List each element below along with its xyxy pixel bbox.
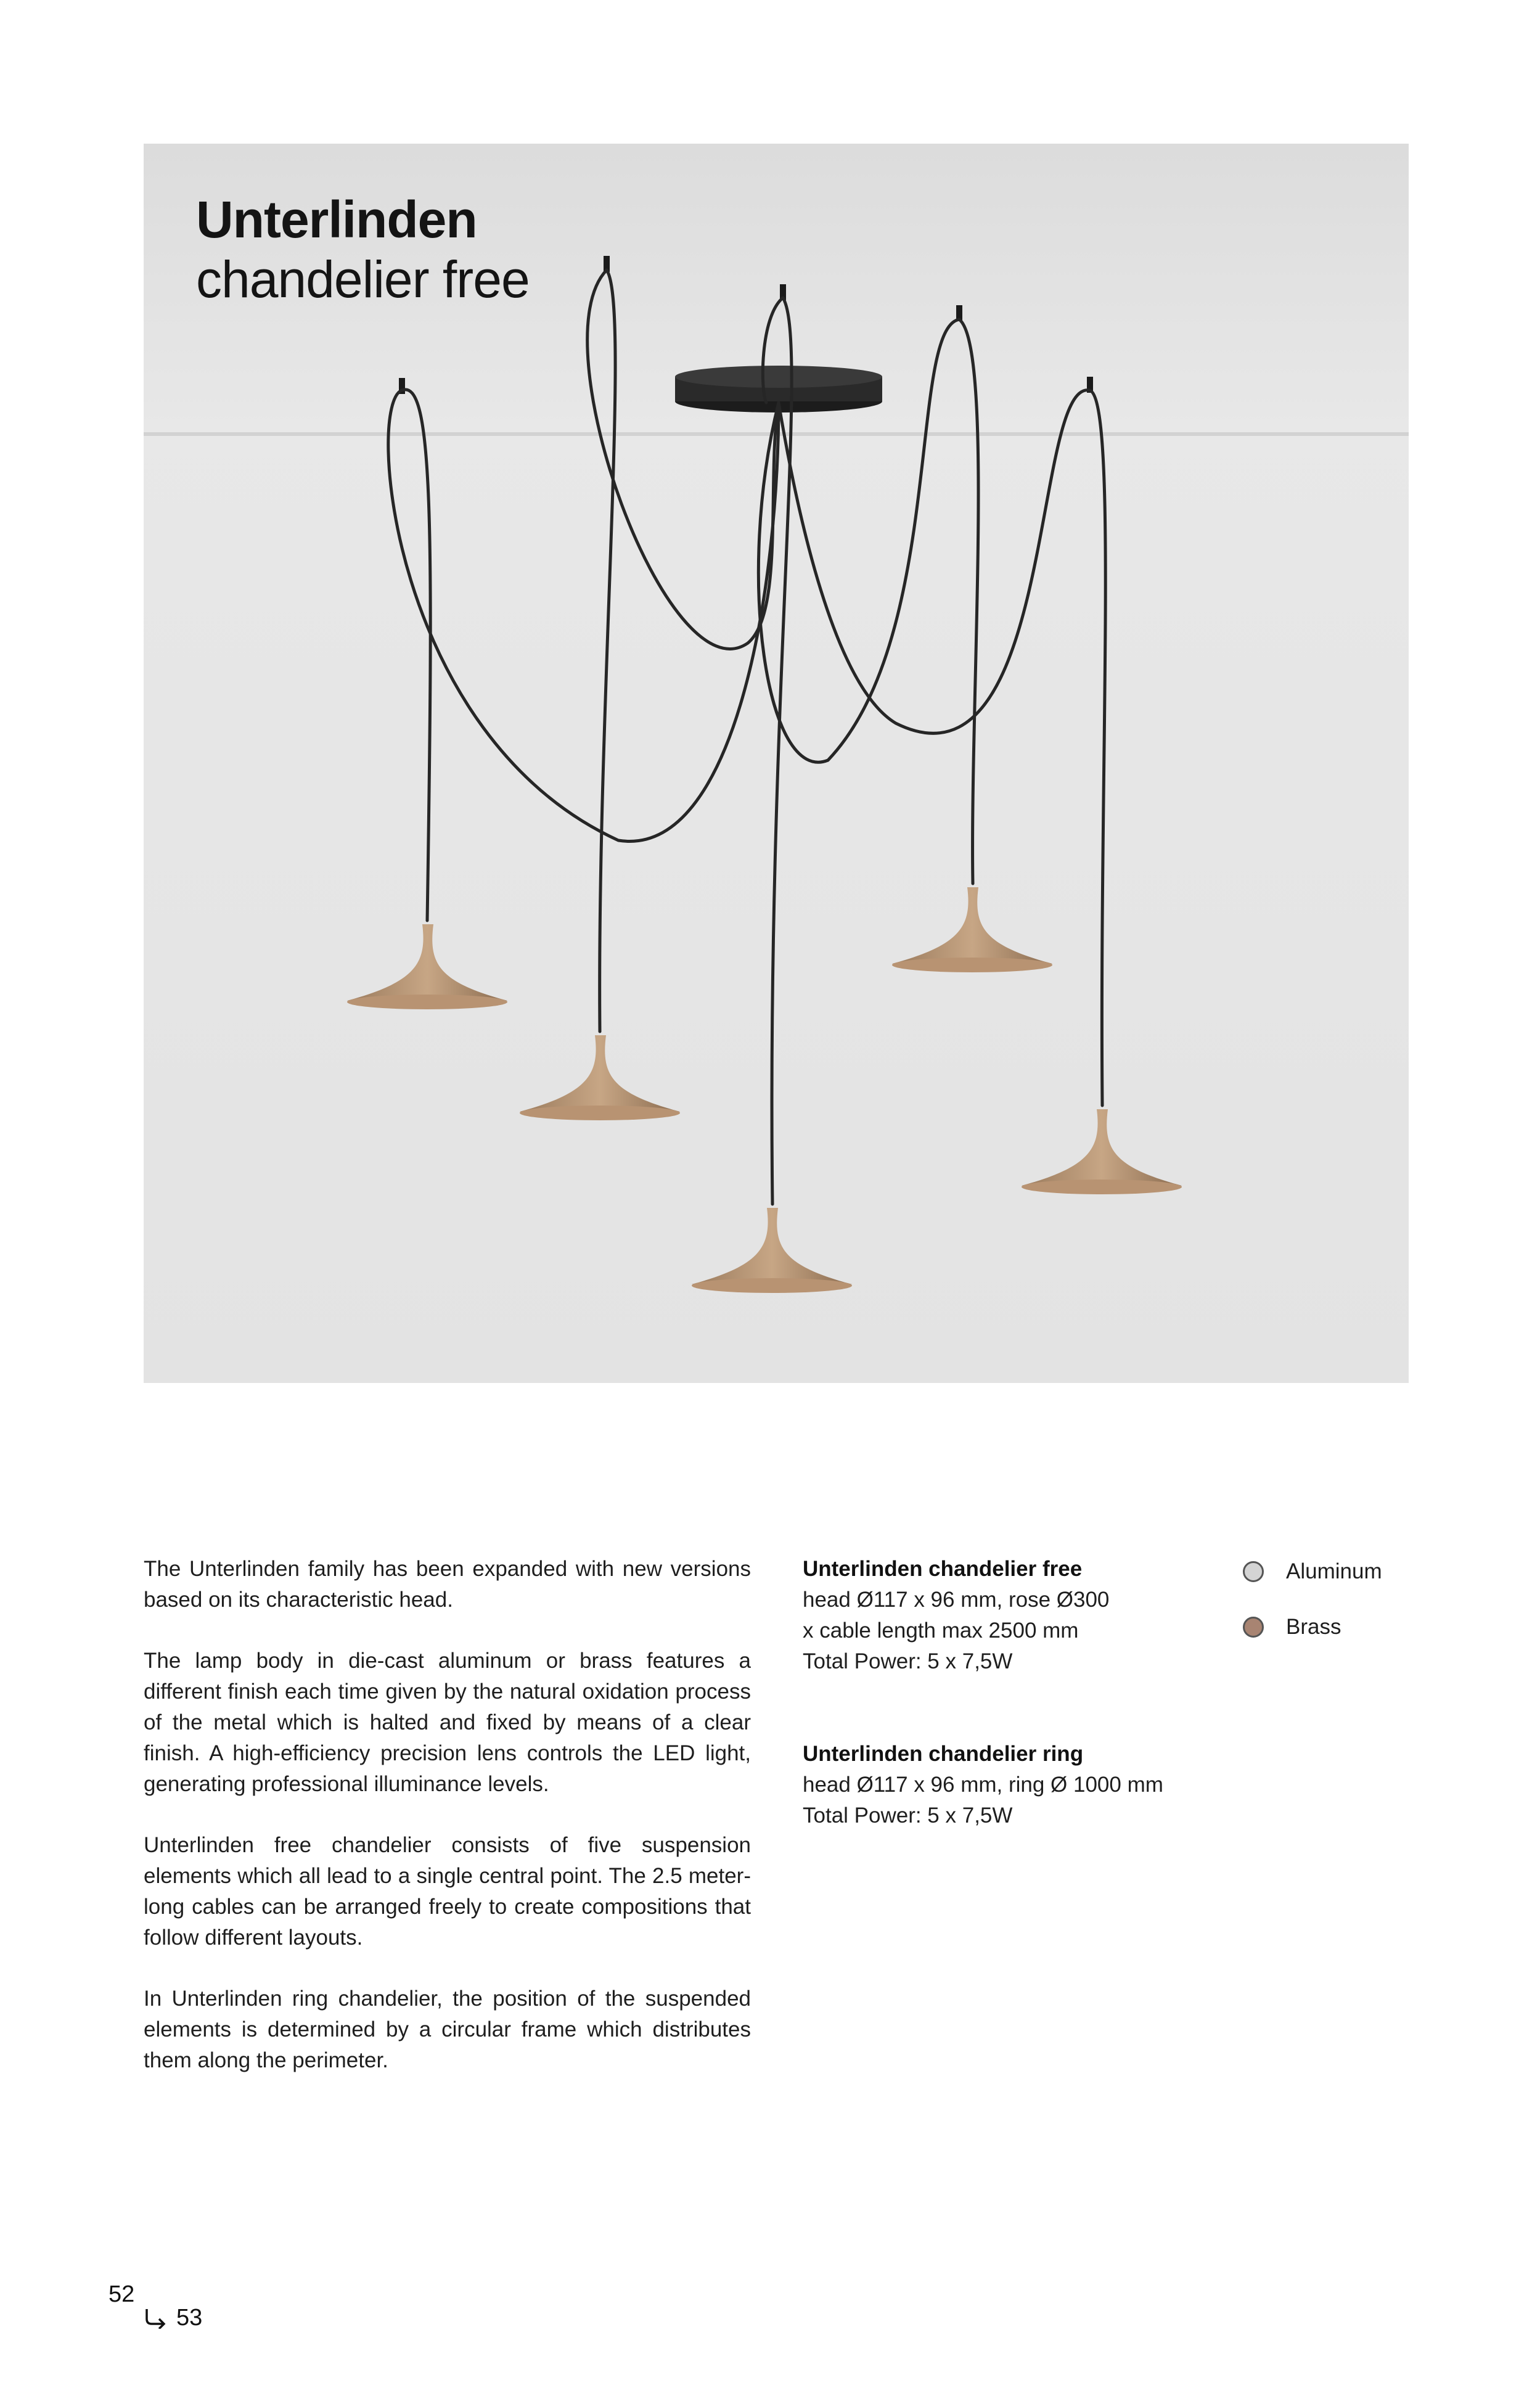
arrow-hook-icon [143,2308,168,2329]
description-column [144,1554,751,2106]
finish-item [1243,1612,1382,1643]
next-page-link[interactable] [143,2305,202,2331]
finish-label: Aluminum [1286,1559,1382,1583]
description-paragraph: Unterlinden free chandelier consists of five suspension elements which all lead to a single central point. The 2.5 meter-long cables can be arranged freely to create compositions that follow different layouts. [144,1833,751,1950]
spec-free [803,1554,1185,1677]
page-subtitle: chandelier free [196,250,530,308]
description-paragraph: The lamp body in die-cast aluminum or brass features a different finish each time given by the natural oxidation process of the metal which is halted and fixed by means of a clear finish. A high-efficiency precision lens controls the LED light, generating professional illuminance levels. [144,1649,751,1796]
next-page-number: 53 [176,2305,203,2331]
spec-line: Total Power: 5 x 7,5W [803,1649,1013,1673]
specs-column [803,1554,1185,1893]
spec-ring [803,1739,1185,1831]
description-paragraph: The Unterlinden family has been expanded with new versions based on its characteristic head. [144,1557,751,1612]
description-paragraph: In Unterlinden ring chandelier, the position of the suspended elements is determined by a circular frame which distributes them along the perimeter. [144,1987,751,2072]
finish-item [1243,1556,1382,1587]
finish-legend [1243,1556,1382,1667]
finish-label: Brass [1286,1615,1341,1639]
spec-line: head Ø117 x 96 mm, rose Ø300 [803,1588,1110,1612]
page-number: 52 [109,2281,135,2307]
spec-line: Total Power: 5 x 7,5W [803,1803,1013,1828]
title-block [196,190,530,309]
aluminum-swatch-icon [1243,1561,1264,1582]
product-photo [144,144,1409,1383]
spec-name: Unterlinden chandelier free [803,1557,1083,1581]
spec-name: Unterlinden chandelier ring [803,1742,1084,1766]
page-title: Unterlinden [196,191,477,248]
spec-line: head Ø117 x 96 mm, ring Ø 1000 mm [803,1773,1163,1797]
brass-swatch-icon [1243,1617,1264,1638]
spec-line: x cable length max 2500 mm [803,1619,1079,1643]
